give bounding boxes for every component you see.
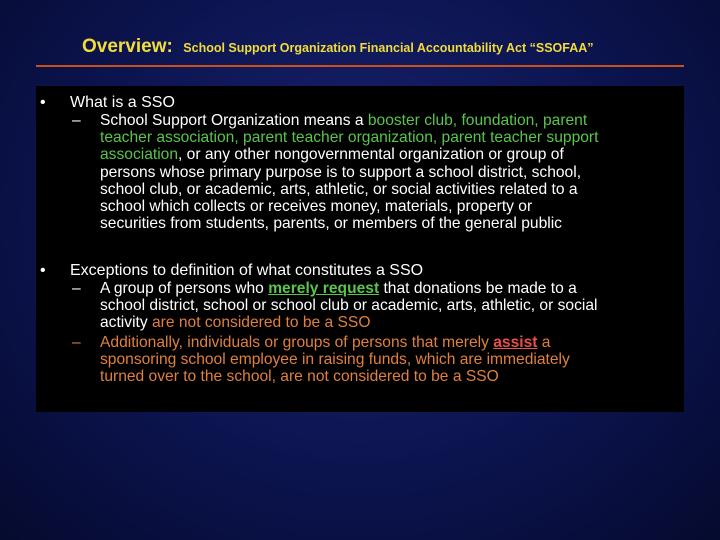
text-segment: Additionally, individuals or groups of persons that merely [100, 334, 494, 351]
text-segment: that donations be made to a [379, 280, 577, 297]
text-line [100, 181, 578, 198]
sub-item-merely-assist [72, 334, 678, 388]
text-segment: School Support Organization means a [100, 112, 368, 129]
text-line [100, 164, 581, 181]
emphasis-text: merely request [268, 280, 380, 297]
bullet-heading: What is a SSO [70, 94, 175, 111]
text-segment: activity [100, 314, 152, 332]
text-line [100, 351, 570, 368]
text-line [100, 198, 532, 215]
text-segment: teacher association, parent teacher organization, parent teacher support [100, 129, 599, 147]
text-line [100, 129, 598, 146]
sub-item-sso-definition [72, 112, 678, 236]
text-line [100, 112, 587, 129]
text-segment: , or any other nongovernmental organization or group of [178, 146, 564, 164]
text-segment: school which collects or receives money, materials, property or [100, 198, 533, 215]
text-line [100, 368, 499, 385]
sub-dash: – [72, 112, 81, 129]
text-segment: association [100, 146, 179, 164]
bullet-heading: Exceptions to definition of what constitutes a SSO [70, 262, 424, 279]
title-underline [36, 65, 684, 67]
text-segment: turned over to the school, are not considered to be a SSO [100, 368, 499, 386]
text-line [100, 280, 577, 297]
bullet-mark: • [40, 94, 46, 111]
text-line [100, 297, 597, 314]
text-line [100, 215, 562, 232]
text-segment: sponsoring school employee in raising funds, which are immediately [100, 351, 570, 369]
text-segment: are not considered to be a SSO [152, 314, 371, 332]
text-line [100, 146, 564, 163]
text-segment: school club, or academic, arts, athletic, or social activities related to a [100, 180, 578, 198]
title-subtitle: School Support Organization Financial Accountability Act “SSOFAA” [183, 41, 594, 55]
text-segment: school district, school or school club or academic, arts, athletic, or social [100, 297, 598, 315]
text-segment: booster club, foundation, parent [367, 112, 588, 129]
title-main: Overview: [82, 36, 173, 57]
sub-dash: – [72, 280, 81, 297]
sub-item-merely-request [72, 280, 678, 334]
content-box [36, 86, 684, 412]
text-line [100, 334, 550, 351]
text-segment: securities from students, parents, or members of the general public [100, 215, 562, 233]
text-segment: a [537, 334, 551, 351]
emphasis-text: assist [493, 334, 538, 351]
text-line [100, 314, 370, 331]
bullet-mark: • [40, 262, 46, 279]
sub-dash: – [72, 334, 81, 351]
slide-title [82, 36, 702, 58]
text-segment: persons whose primary purpose is to support a school district, school, [100, 163, 582, 181]
text-segment: A group of persons who [100, 280, 269, 297]
